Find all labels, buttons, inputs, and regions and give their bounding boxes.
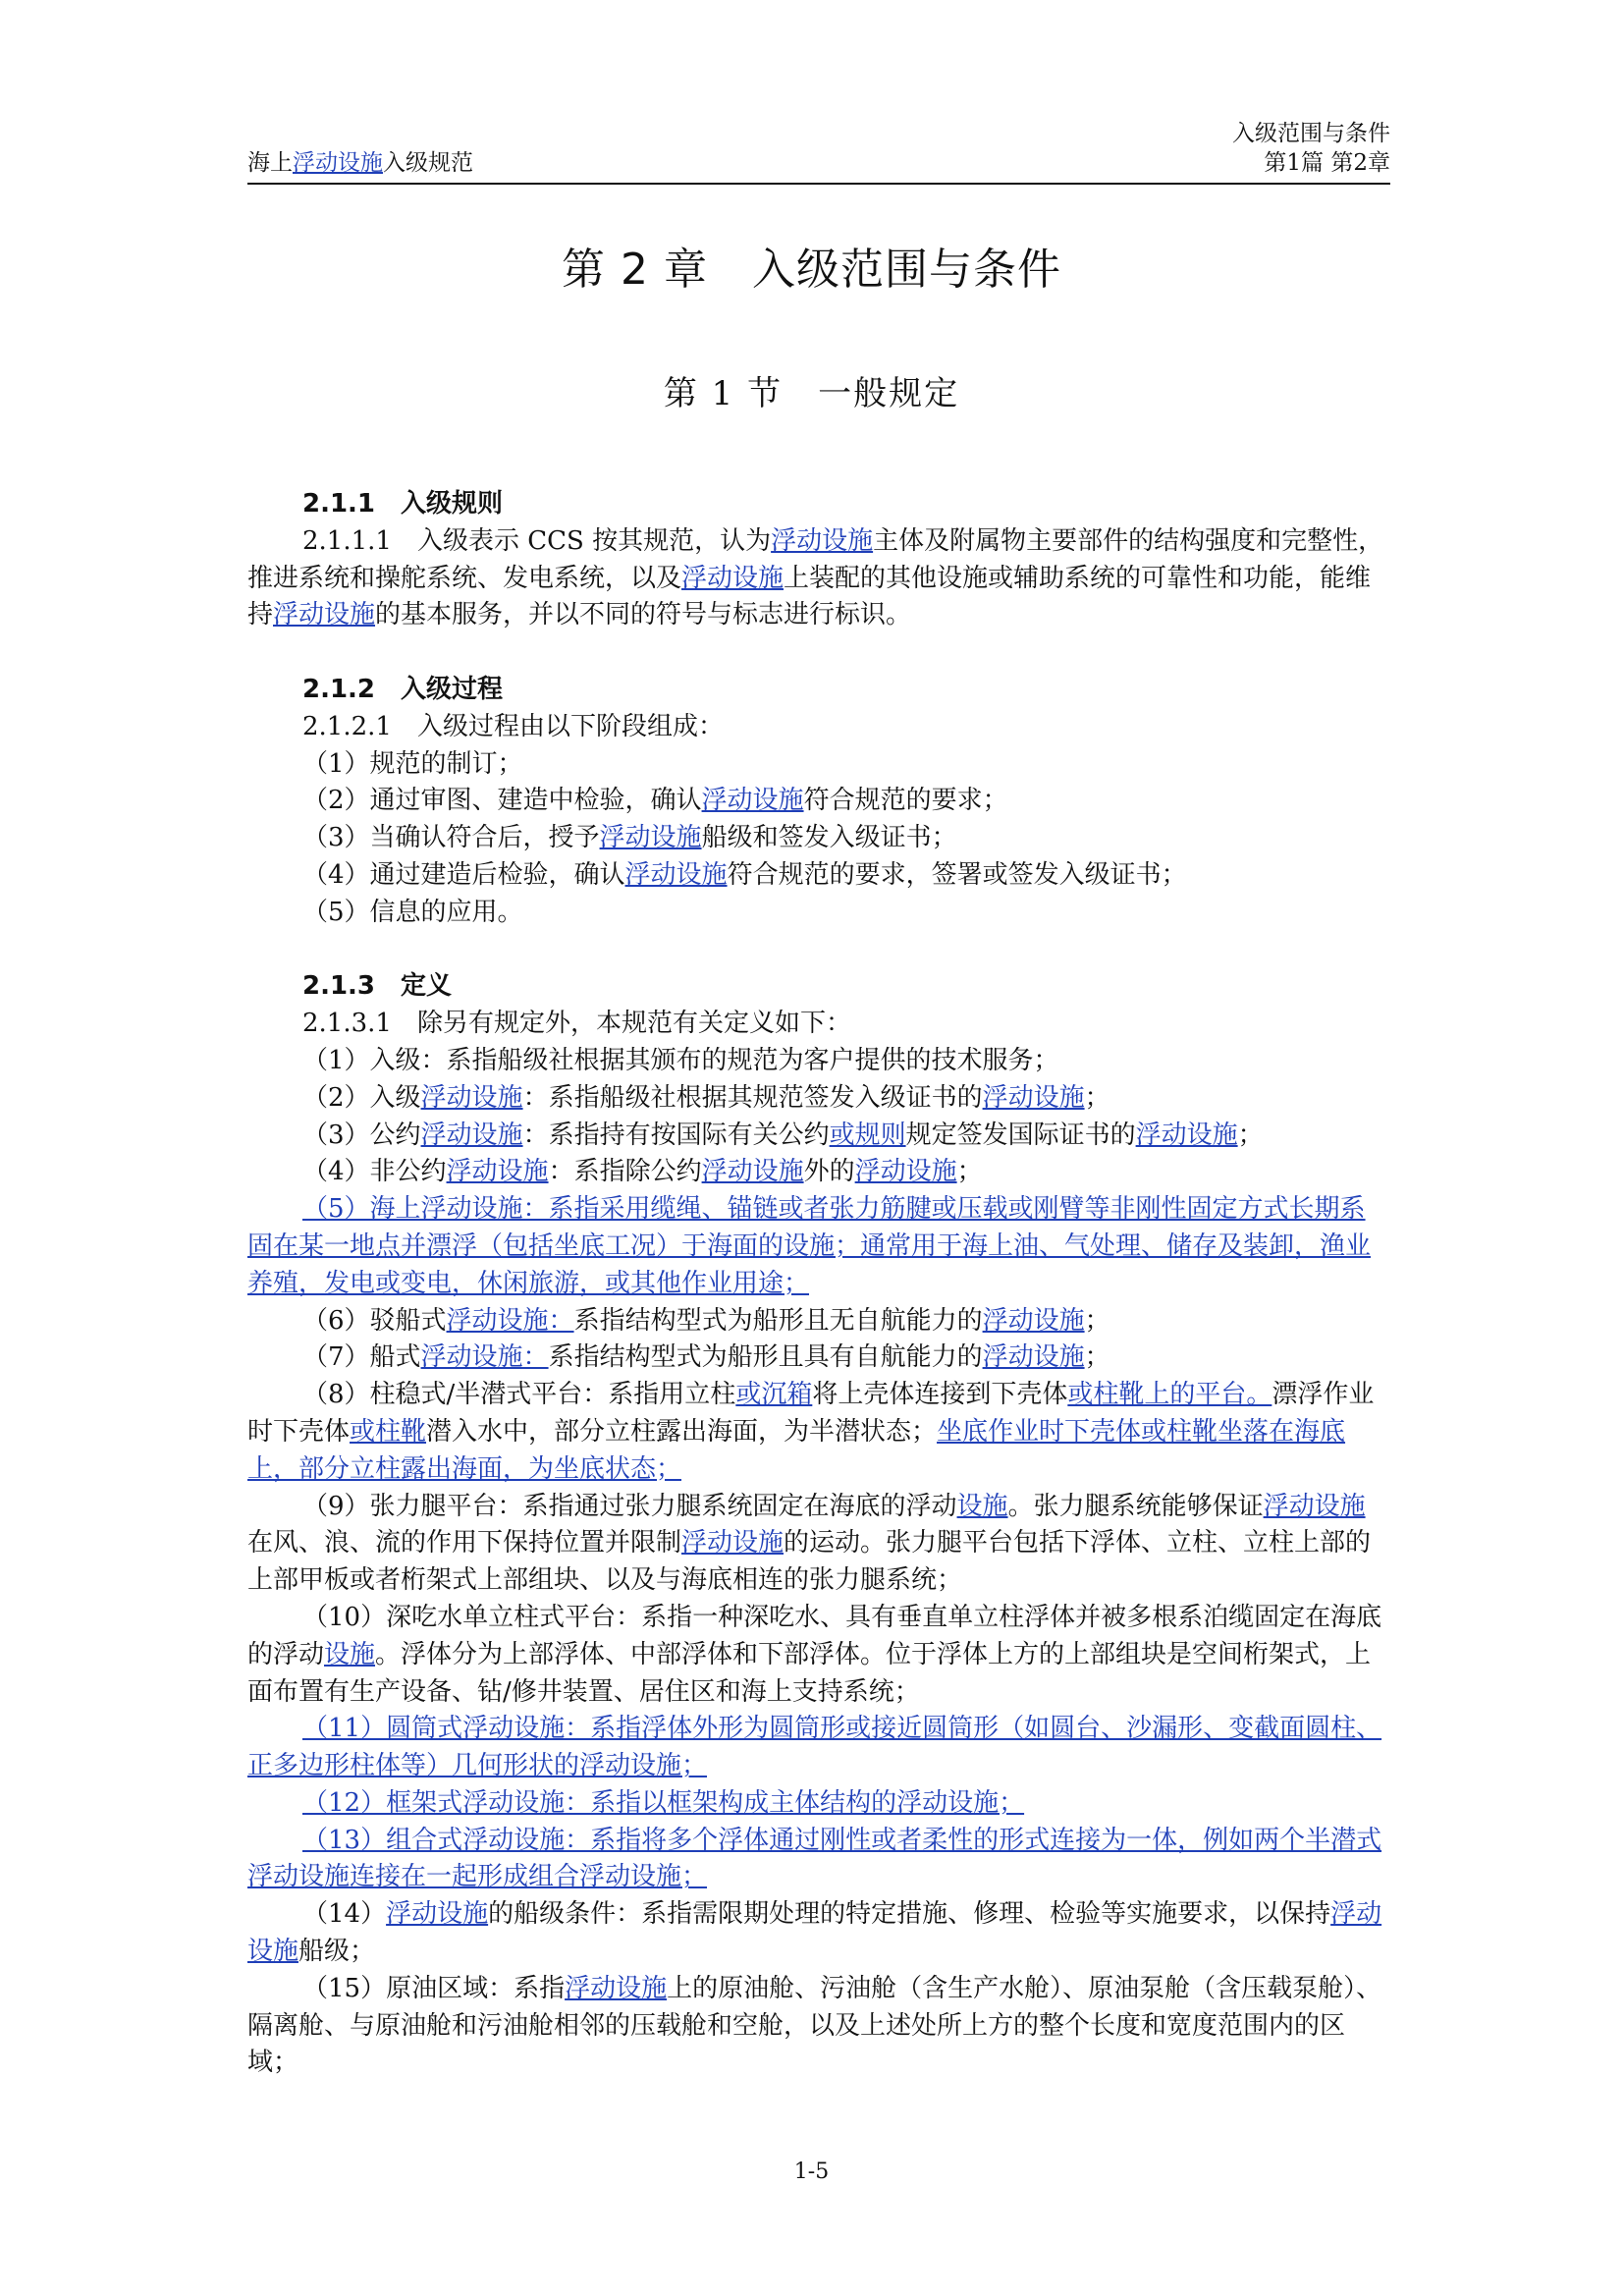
term-link[interactable]: 浮动设施 (681, 1528, 784, 1558)
term-link[interactable]: 浮动设施 (982, 1305, 1085, 1336)
heading-2-1-2: 2.1.2 入级过程 (302, 674, 504, 704)
clause-2-1-2-1: 2.1.2.1 入级过程由以下阶段组成： (302, 711, 724, 741)
term-link[interactable]: 浮动设施 (565, 1973, 668, 2003)
term-link[interactable]: 设施 (956, 1491, 1008, 1521)
term-link[interactable]: 浮动设施 (681, 563, 784, 593)
term-link[interactable]: 浮动设施 (854, 1157, 957, 1187)
definition-15: （15）原油区域：系指浮动设施上的原油舱、污油舱（含生产水舱）、原油泵舱（含压载泵舱）、隔离舱、与原油舱和污油舱相邻的压载舱和空舱，以及上述处所上方的整个长度和宽度范围内的区域； (247, 1973, 1382, 2078)
definition-10: （10）深吃水单立柱式平台：系指一种深吃水、具有垂直单立柱浮体并被多根系泊缆固定在海底的浮动设施。浮体分为上部浮体、中部浮体和下部浮体。位于浮体上方的上部组块是空间桁架式，上面布置有生产设备、钻/修井装置、居住区和海上支持系统； (247, 1602, 1382, 1707)
heading-2-1-1: 2.1.1 入级规则 (302, 489, 504, 519)
term-link[interactable]: 浮动设施 (701, 1157, 804, 1187)
term-link[interactable]: 浮动设施： (446, 1305, 574, 1336)
list-item: （4）通过建造后检验，确认浮动设施符合规范的要求，签署或签发入级证书； (302, 859, 1187, 890)
term-link[interactable]: 浮动设施 (982, 1342, 1085, 1373)
definition-11-revised: （11）圆筒式浮动设施：系指浮体外形为圆筒形或接近圆筒形（如圆台、沙漏形、变截面圆柱、正多边形柱体等）几何形状的浮动设施； (247, 1714, 1382, 1781)
definition-14: （14）浮动设施的船级条件：系指需限期处理的特定措施、修理、检验等实施要求，以保持浮动设施船级； (247, 1899, 1382, 1967)
term-link[interactable]: 浮动设施 (386, 1899, 489, 1930)
page-number: 1-5 (793, 2159, 830, 2184)
term-link[interactable]: 浮动设施 (247, 1899, 1382, 1967)
definition-6: （6）驳船式浮动设施：系指结构型式为船形且无自航能力的浮动设施； (302, 1305, 1110, 1336)
list-item: （1）规范的制订； (302, 748, 523, 779)
definition-3: （3）公约浮动设施：系指持有按国际有关公约或规则规定签发国际证书的浮动设施； (302, 1120, 1264, 1150)
term-link[interactable]: 浮动设施 (420, 1120, 523, 1150)
header-chapter-name: 入级范围与条件 (1232, 121, 1390, 146)
list-item: （2）通过审图、建造中检验，确认浮动设施符合规范的要求； (302, 786, 1008, 816)
term-link[interactable]: 浮动设施 (701, 786, 804, 816)
list-item: （3）当确认符合后，授予浮动设施船级和签发入级证书； (302, 823, 957, 853)
clause-2-1-1-1: 2.1.1.1 入级表示 CCS 按其规范，认为浮动设施主体及附属物主要部件的结构强度和完整性，推进系统和操舵系统、发电系统，以及浮动设施上装配的其他设施或辅助系统的可靠性和功能，能维持浮动设施的基本服务，并以不同的符号与标志进行标识。 (247, 525, 1384, 630)
definition-1: （1）入级：系指船级社根据其颁布的规范为客户提供的技术服务； (302, 1045, 1059, 1075)
header-book-title: 海上浮动设施入级规范 (247, 150, 473, 176)
term-link[interactable]: 浮动设施 (624, 859, 728, 890)
term-link[interactable]: 浮动设施 (293, 150, 383, 176)
definition-9: （9）张力腿平台：系指通过张力腿系统固定在海底的浮动设施。张力腿系统能够保证浮动设施在风、浪、流的作用下保持位置并限制浮动设施的运动。张力腿平台包括下浮体、立柱、立柱上部的上部甲板或者桁架式上部组块、以及与海底相连的张力腿系统； (247, 1491, 1372, 1596)
definition-8: （8）柱稳式/半潜式平台：系指用立柱或沉箱将上壳体连接到下壳体或柱靴上的平台。漂浮作业时下壳体或柱靴潜入水中，部分立柱露出海面，为半潜状态；坐底作业时下壳体或柱靴坐落在海底上，部分立柱露出海面，为坐底状态； (247, 1380, 1375, 1484)
term-link[interactable]: 设施 (324, 1639, 376, 1669)
term-link[interactable]: 或柱靴上的平台。 (1067, 1380, 1272, 1410)
term-link[interactable]: 或规则 (829, 1120, 906, 1150)
definition-12-revised: （12）框架式浮动设施：系指以框架构成主体结构的浮动设施； (302, 1787, 1025, 1818)
clause-2-1-3-1: 2.1.3.1 除另有规定外，本规范有关定义如下： (302, 1009, 851, 1039)
definition-13-revised: （13）组合式浮动设施：系指将多个浮体通过刚性或者柔性的形式连接为一体，例如两个半潜式浮动设施连接在一起形成组合浮动设施； (247, 1825, 1382, 1892)
term-link[interactable]: 浮动设施 (599, 823, 702, 853)
header-divider (247, 183, 1390, 185)
definition-4: （4）非公约浮动设施：系指除公约浮动设施外的浮动设施； (302, 1157, 983, 1187)
term-link[interactable]: 坐底作业时下壳体或柱靴坐落在海底上，部分立柱露出海面，为坐底状态； (247, 1416, 1346, 1484)
definition-7: （7）船式浮动设施：系指结构型式为船形且具有自航能力的浮动设施； (302, 1342, 1110, 1373)
term-link[interactable]: 浮动设施： (420, 1342, 549, 1373)
term-link[interactable]: 浮动设施 (982, 1082, 1085, 1113)
header-part-chapter: 第1篇 第2章 (1264, 150, 1390, 176)
heading-2-1-3: 2.1.3 定义 (302, 971, 453, 1002)
term-link[interactable]: 或柱靴 (350, 1416, 427, 1447)
term-link[interactable]: 浮动设施 (1263, 1491, 1366, 1521)
chapter-title: 第 2 章 入级范围与条件 (562, 245, 1061, 295)
section-title: 第 1 节 一般规定 (663, 374, 960, 413)
term-link[interactable]: 浮动设施 (1135, 1120, 1238, 1150)
definition-2: （2）入级浮动设施：系指船级社根据其规范签发入级证书的浮动设施； (302, 1082, 1110, 1113)
term-link[interactable]: 浮动设施 (446, 1157, 549, 1187)
term-link[interactable]: 或沉箱 (735, 1380, 813, 1410)
term-link[interactable]: 浮动设施 (420, 1082, 523, 1113)
term-link[interactable]: 浮动设施 (771, 525, 874, 556)
definition-5-revised: （5）海上浮动设施：系指采用缆绳、锚链或者张力筋腱或压载或刚臂等非刚性固定方式长期系固在某一地点并漂浮（包括坐底工况）于海面的设施；通常用于海上油、气处理、储存及装卸，渔业养殖，发电或变电，休闲旅游，或其他作业用途； (247, 1194, 1372, 1298)
document-body (247, 486, 1390, 2082)
list-item: （5）信息的应用。 (302, 897, 523, 927)
page-header (247, 147, 1390, 179)
term-link[interactable]: 浮动设施 (273, 600, 376, 630)
